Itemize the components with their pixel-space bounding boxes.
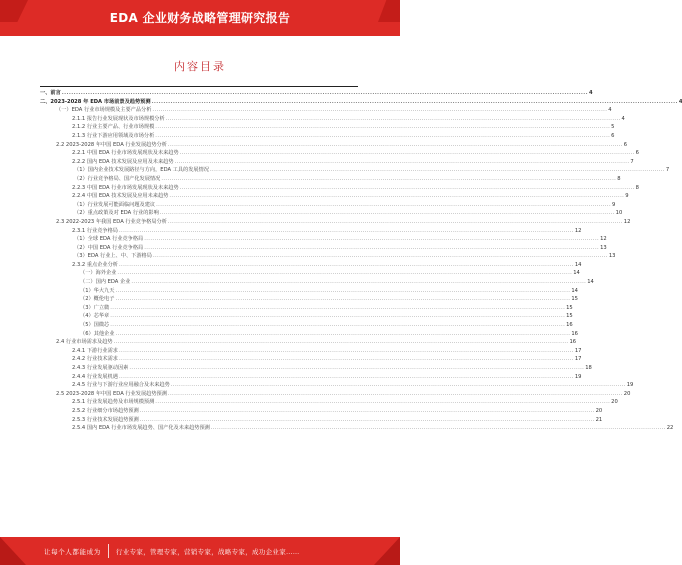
footer-divider bbox=[108, 544, 109, 558]
toc-entry-title: （2）重点政策及对 EDA 行业的影响 bbox=[74, 210, 159, 217]
toc-entry-page: 22 bbox=[666, 425, 674, 432]
toc-entry-title: （3）广立微 bbox=[80, 304, 110, 311]
toc-leader-dots bbox=[131, 278, 586, 287]
toc-entry-title: （2）行业竞争格局、国产化发展情况 bbox=[74, 175, 161, 182]
toc-leader-dots bbox=[110, 312, 565, 321]
toc-entry-title: （5）国微芯 bbox=[80, 322, 110, 329]
toc-entry-title: 2.3.2 重点企业分析 bbox=[72, 261, 118, 268]
toc-entry-page: 12 bbox=[623, 218, 631, 225]
toc-entry[interactable] bbox=[40, 398, 618, 407]
toc-entry[interactable] bbox=[40, 338, 577, 347]
toc-entry-page: 17 bbox=[574, 356, 582, 363]
toc-leader-dots bbox=[110, 321, 565, 330]
toc-entry[interactable] bbox=[40, 235, 607, 244]
toc-entry[interactable] bbox=[40, 295, 578, 304]
toc-entry-title: 二、2023-2028 年 EDA 市场前景及趋势预测 bbox=[40, 98, 151, 105]
toc-leader-dots bbox=[171, 381, 626, 390]
toc-entry-page: 17 bbox=[574, 347, 582, 354]
toc-leader-dots bbox=[117, 269, 572, 278]
toc-entry[interactable] bbox=[40, 89, 593, 98]
toc-entry-title: 2.2.1 中国 EDA 行业市场发展现状及未来趋势 bbox=[72, 150, 179, 157]
toc-entry-page: 5 bbox=[611, 124, 615, 131]
toc-entry[interactable] bbox=[40, 355, 582, 364]
toc-entry[interactable] bbox=[40, 175, 621, 184]
toc-entry[interactable] bbox=[40, 416, 603, 425]
toc-entry-page: 7 bbox=[630, 158, 634, 165]
toc-leader-dots bbox=[168, 141, 623, 150]
toc-entry-page: 9 bbox=[612, 201, 616, 208]
toc-entry-page: 14 bbox=[587, 279, 594, 286]
toc-entry-title: 2.4.4 行业发展机遇 bbox=[72, 373, 118, 380]
toc-entry[interactable] bbox=[40, 312, 573, 321]
toc-entry[interactable] bbox=[40, 201, 616, 210]
toc-entry[interactable] bbox=[40, 330, 578, 339]
toc-entry[interactable] bbox=[40, 132, 615, 141]
toc-entry[interactable] bbox=[40, 244, 607, 253]
footer-right-decoration bbox=[374, 537, 400, 565]
toc-leader-dots bbox=[115, 295, 570, 304]
toc-entry-title: （2）概伦电子 bbox=[80, 296, 115, 303]
toc-entry-title: 2.2 2023-2028 年中国 EDA 行业发展趋势分析 bbox=[56, 141, 167, 148]
toc-entry-title: 2.5.3 行业技术发展趋势预测 bbox=[72, 416, 139, 423]
toc-entry-page: 18 bbox=[585, 365, 592, 371]
toc-entry[interactable] bbox=[40, 381, 634, 390]
toc-entry-page: 19 bbox=[626, 382, 634, 389]
toc-entry[interactable] bbox=[40, 252, 616, 261]
toc-entry-title: （1）全球 EDA 行业竞争格局 bbox=[74, 236, 144, 243]
toc-entry[interactable] bbox=[40, 278, 594, 287]
toc-entry-title: 2.4.3 行业发展驱动因素 bbox=[72, 365, 129, 371]
footer-slogan: 让每个人都能成为 bbox=[44, 548, 101, 556]
report-title: EDA 企业财务战略管理研究报告 bbox=[109, 11, 291, 25]
toc-leader-dots bbox=[119, 355, 574, 364]
toc-entry-page: 20 bbox=[623, 390, 631, 397]
toc-leader-dots bbox=[119, 347, 574, 356]
toc-entry-title: 2.5.2 行业细分市场趋势预测 bbox=[72, 407, 139, 414]
toc-entry[interactable] bbox=[40, 192, 629, 201]
toc-list bbox=[40, 89, 682, 433]
toc-entry-page: 8 bbox=[635, 184, 639, 191]
toc-entry-title: 2.3 2022-2023 年我国 EDA 行业竞争格局分析 bbox=[56, 218, 167, 225]
footer-bar bbox=[0, 537, 400, 565]
toc-entry[interactable] bbox=[40, 321, 573, 330]
toc-leader-dots bbox=[140, 416, 595, 425]
toc-entry[interactable] bbox=[40, 158, 634, 167]
toc-leader-dots bbox=[211, 424, 666, 433]
toc-entry-page: 14 bbox=[573, 270, 580, 277]
toc-entry[interactable] bbox=[40, 98, 682, 107]
toc-entry[interactable] bbox=[40, 304, 573, 313]
toc-entry[interactable] bbox=[40, 123, 615, 132]
toc-entry[interactable] bbox=[40, 218, 631, 227]
toc-leader-dots bbox=[160, 209, 615, 218]
toc-entry-title: 2.3.1 行业竞争格局 bbox=[72, 227, 118, 234]
toc-entry-page: 20 bbox=[611, 399, 618, 406]
toc-entry[interactable] bbox=[40, 184, 639, 193]
toc-leader-dots bbox=[140, 407, 595, 416]
toc-leader-dots bbox=[129, 364, 584, 373]
toc-leader-dots bbox=[119, 227, 574, 236]
toc-leader-dots bbox=[175, 158, 630, 167]
toc-leader-dots bbox=[115, 287, 570, 296]
toc-leader-dots bbox=[169, 192, 624, 201]
toc-leader-dots bbox=[166, 115, 621, 124]
toc-entry[interactable] bbox=[40, 149, 639, 158]
toc-leader-dots bbox=[156, 201, 611, 210]
toc-leader-dots bbox=[114, 338, 569, 347]
toc-entry-title: 2.4 行业市场需求及趋势 bbox=[56, 339, 113, 346]
toc-entry-title: （1）华大九天 bbox=[80, 287, 115, 294]
toc-leader-dots bbox=[119, 373, 574, 382]
toc-entry-title: （3）EDA 行业上、中、下游格局 bbox=[74, 253, 152, 260]
toc-leader-dots bbox=[155, 123, 610, 132]
toc-heading: 内容目录 bbox=[174, 60, 226, 73]
toc-entry[interactable] bbox=[40, 364, 592, 373]
toc-entry-title: 2.1.3 行业下游应用领域及市场分析 bbox=[72, 132, 155, 139]
toc-entry-page: 14 bbox=[574, 261, 582, 268]
toc-entry-title: （6）其他企业 bbox=[80, 330, 115, 337]
toc-entry[interactable] bbox=[40, 209, 623, 218]
toc-entry[interactable] bbox=[40, 390, 631, 399]
toc-entry[interactable] bbox=[40, 269, 580, 278]
report-header-bar bbox=[0, 0, 400, 36]
toc-entry-page: 19 bbox=[574, 373, 582, 380]
toc-divider bbox=[40, 86, 358, 87]
toc-entry-page: 16 bbox=[569, 339, 577, 346]
toc-entry-page: 14 bbox=[571, 287, 578, 294]
toc-entry-title: （一）海外企业 bbox=[80, 270, 117, 277]
toc-entry-title: （4）芯华章 bbox=[80, 313, 110, 320]
toc-entry-page: 10 bbox=[615, 210, 623, 217]
toc-entry-page: 8 bbox=[617, 175, 621, 182]
toc-entry[interactable] bbox=[40, 106, 612, 115]
toc-leader-dots bbox=[144, 235, 599, 244]
toc-entry-title: 2.1.2 行业主要产品、行业市场规模 bbox=[72, 124, 155, 131]
toc-leader-dots bbox=[161, 175, 616, 184]
toc-entry-title: （1）国内企业技术发展路径与方向，EDA 工具的发展情况 bbox=[74, 167, 209, 174]
toc-entry-page: 9 bbox=[625, 193, 629, 200]
toc-leader-dots bbox=[152, 106, 607, 115]
toc-entry-title: 2.1.1 报告行业发展现状及市场规模分析 bbox=[72, 115, 165, 122]
toc-leader-dots bbox=[62, 89, 588, 98]
toc-entry-page: 15 bbox=[571, 296, 578, 303]
toc-leader-dots bbox=[180, 149, 635, 158]
toc-entry-page: 15 bbox=[566, 304, 573, 311]
toc-entry-page: 16 bbox=[571, 330, 578, 337]
toc-leader-dots bbox=[115, 330, 570, 339]
toc-entry-page: 4 bbox=[678, 98, 682, 105]
toc-leader-dots bbox=[152, 98, 678, 107]
footer-tagline: 行业专家，管理专家，营销专家，战略专家，成功企业家…… bbox=[116, 548, 300, 556]
toc-leader-dots bbox=[210, 166, 665, 175]
toc-leader-dots bbox=[155, 132, 610, 141]
toc-entry-page: 6 bbox=[611, 132, 615, 139]
toc-entry[interactable] bbox=[40, 227, 582, 236]
toc-leader-dots bbox=[180, 184, 635, 193]
toc-entry-page: 7 bbox=[665, 167, 670, 174]
toc-leader-dots bbox=[168, 390, 623, 399]
toc-entry-title: （1）行业发展可能面临问题及建议 bbox=[74, 201, 156, 208]
toc-entry-page: 4 bbox=[608, 107, 612, 114]
toc-entry-page: 16 bbox=[566, 322, 573, 329]
toc-entry-page: 21 bbox=[595, 416, 603, 423]
toc-leader-dots bbox=[110, 304, 565, 313]
toc-entry-page: 13 bbox=[600, 244, 607, 251]
toc-entry-page: 15 bbox=[566, 313, 573, 320]
toc-entry-title: 2.5.4 国内 EDA 行业市场发展趋势、国产化及未来趋势预测 bbox=[72, 425, 210, 432]
toc-entry-title: 2.5.1 行业发展趋势及市场规模预测 bbox=[72, 399, 155, 406]
toc-entry-page: 12 bbox=[574, 227, 582, 234]
toc-leader-dots bbox=[168, 218, 623, 227]
toc-entry-title: （二）国内 EDA 企业 bbox=[80, 279, 131, 286]
toc-entry-page: 12 bbox=[600, 236, 607, 243]
toc-entry[interactable] bbox=[40, 347, 582, 356]
toc-leader-dots bbox=[155, 398, 610, 407]
toc-entry-title: 一、前言 bbox=[40, 90, 61, 96]
toc-leader-dots bbox=[144, 244, 599, 253]
toc-leader-dots bbox=[119, 261, 574, 270]
toc-leader-dots bbox=[153, 252, 608, 261]
toc-entry-page: 13 bbox=[608, 253, 616, 260]
toc-entry-title: 2.4.5 行业与下游行业应用融合及未来趋势 bbox=[72, 382, 170, 389]
toc-entry[interactable] bbox=[40, 424, 674, 433]
toc-entry[interactable] bbox=[40, 287, 578, 296]
footer-left-decoration bbox=[0, 537, 26, 565]
toc-entry[interactable] bbox=[40, 166, 670, 175]
toc-entry[interactable] bbox=[40, 141, 628, 150]
toc-entry-page: 6 bbox=[623, 141, 628, 148]
toc-entry-title: 2.4.2 行业技术需求 bbox=[72, 356, 118, 363]
toc-entry[interactable] bbox=[40, 407, 603, 416]
toc-entry-title: 2.4.1 下游行业需求 bbox=[72, 347, 118, 354]
toc-entry-title: 2.2.3 中国 EDA 行业市场发展现状及未来趋势 bbox=[72, 184, 179, 191]
toc-entry-page: 4 bbox=[621, 115, 625, 122]
toc-entry-title: （2）中国 EDA 行业竞争格局 bbox=[74, 244, 144, 251]
toc-entry-page: 6 bbox=[635, 150, 639, 157]
toc-entry[interactable] bbox=[40, 261, 582, 270]
toc-entry-title: 2.2.4 中国 EDA 技术发展及应用未来趋势 bbox=[72, 193, 169, 200]
toc-entry-title: （一）EDA 行业市场规模及主要产品分析 bbox=[56, 107, 152, 114]
toc-entry[interactable] bbox=[40, 115, 625, 124]
toc-entry-page: 4 bbox=[589, 90, 593, 96]
toc-entry-title: 2.2.2 国内 EDA 技术发展及应用及未来趋势 bbox=[72, 158, 174, 165]
toc-entry-title: 2.5 2023-2028 年中国 EDA 行业发展趋势预测 bbox=[56, 390, 167, 397]
toc-entry-page: 20 bbox=[595, 407, 603, 414]
toc-entry[interactable] bbox=[40, 373, 582, 382]
